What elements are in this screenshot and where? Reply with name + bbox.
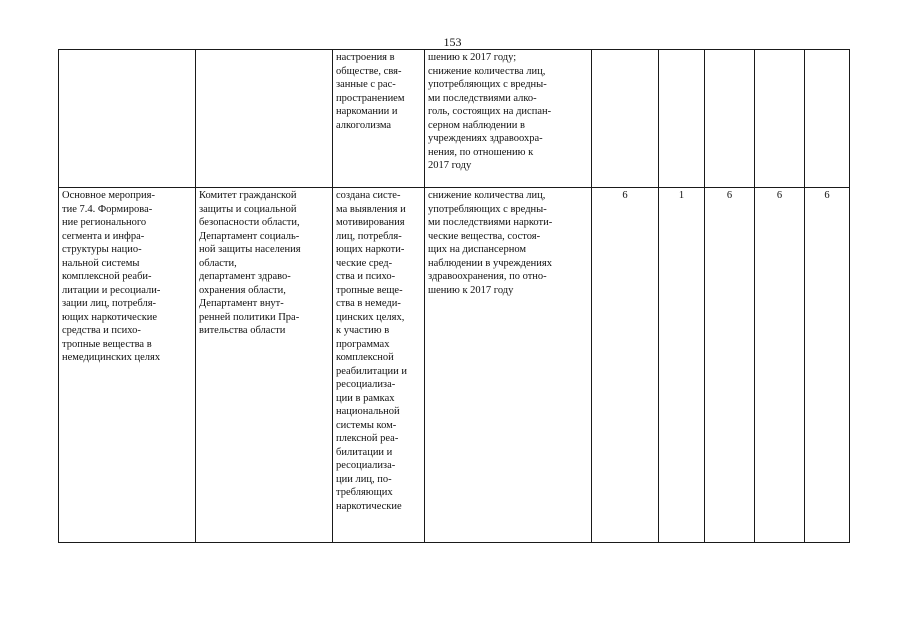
executors-cell bbox=[196, 50, 333, 188]
value-cell bbox=[705, 50, 755, 188]
value-cell: 1 bbox=[659, 188, 705, 543]
page-number: 153 bbox=[443, 35, 462, 49]
result-cell: создана систе- ма выявления и мотивирования лиц, потребля- ющих наркоти- ческие сред- ства и психо- тропные веще- ства в немеди- цинских целях, к участию в программах комплексной реабилитации и ресоциализа- ции в рамках национальной системы ком- плексной реа- билитации и ресоциализа- ции лиц, по- требляющих наркотические bbox=[333, 188, 425, 543]
executors-cell: Комитет гражданской защиты и социальной безопасности области, Департамент социаль- ной защиты населения области, департамент здраво- охранения области, Департамент внут- ренней политики Пра- вительства области bbox=[196, 188, 333, 543]
program-table bbox=[58, 49, 850, 543]
value-cell bbox=[805, 50, 850, 188]
value-cell bbox=[592, 50, 659, 188]
value-cell: 6 bbox=[592, 188, 659, 543]
value-cell: 6 bbox=[705, 188, 755, 543]
result-cell: настроения в обществе, свя- занные с рас- пространением наркомании и алкоголизма bbox=[333, 50, 425, 188]
value-cell bbox=[659, 50, 705, 188]
indicator-cell: снижение количества лиц, употребляющих с вредны- ми последствиями наркоти- ческие вещества, состоя- щих на диспансерном наблюдении в учреждениях здравоохранения, по отно- шению к 2017 году bbox=[425, 188, 592, 543]
measure-cell bbox=[59, 50, 196, 188]
value-cell bbox=[755, 50, 805, 188]
table-row bbox=[59, 50, 850, 188]
measure-cell: Основное мероприя- тие 7.4. Формирова- ние регионального сегмента и инфра- структуры нацио- нальной системы комплексной реаби- литации и ресоциали- зации лиц, потребля- ющих наркотические средства и психо- тропные вещества в немедицинских целях bbox=[59, 188, 196, 543]
indicator-cell: шению к 2017 году; снижение количества лиц, употребляющих с вредны- ми последствиями алко- голь, состоящих на диспан- серном наблюдении в учреждениях здравоохра- нения, по отношению к 2017 году bbox=[425, 50, 592, 188]
value-cell: 6 bbox=[755, 188, 805, 543]
table-row bbox=[59, 188, 850, 543]
value-cell: 6 bbox=[805, 188, 850, 543]
